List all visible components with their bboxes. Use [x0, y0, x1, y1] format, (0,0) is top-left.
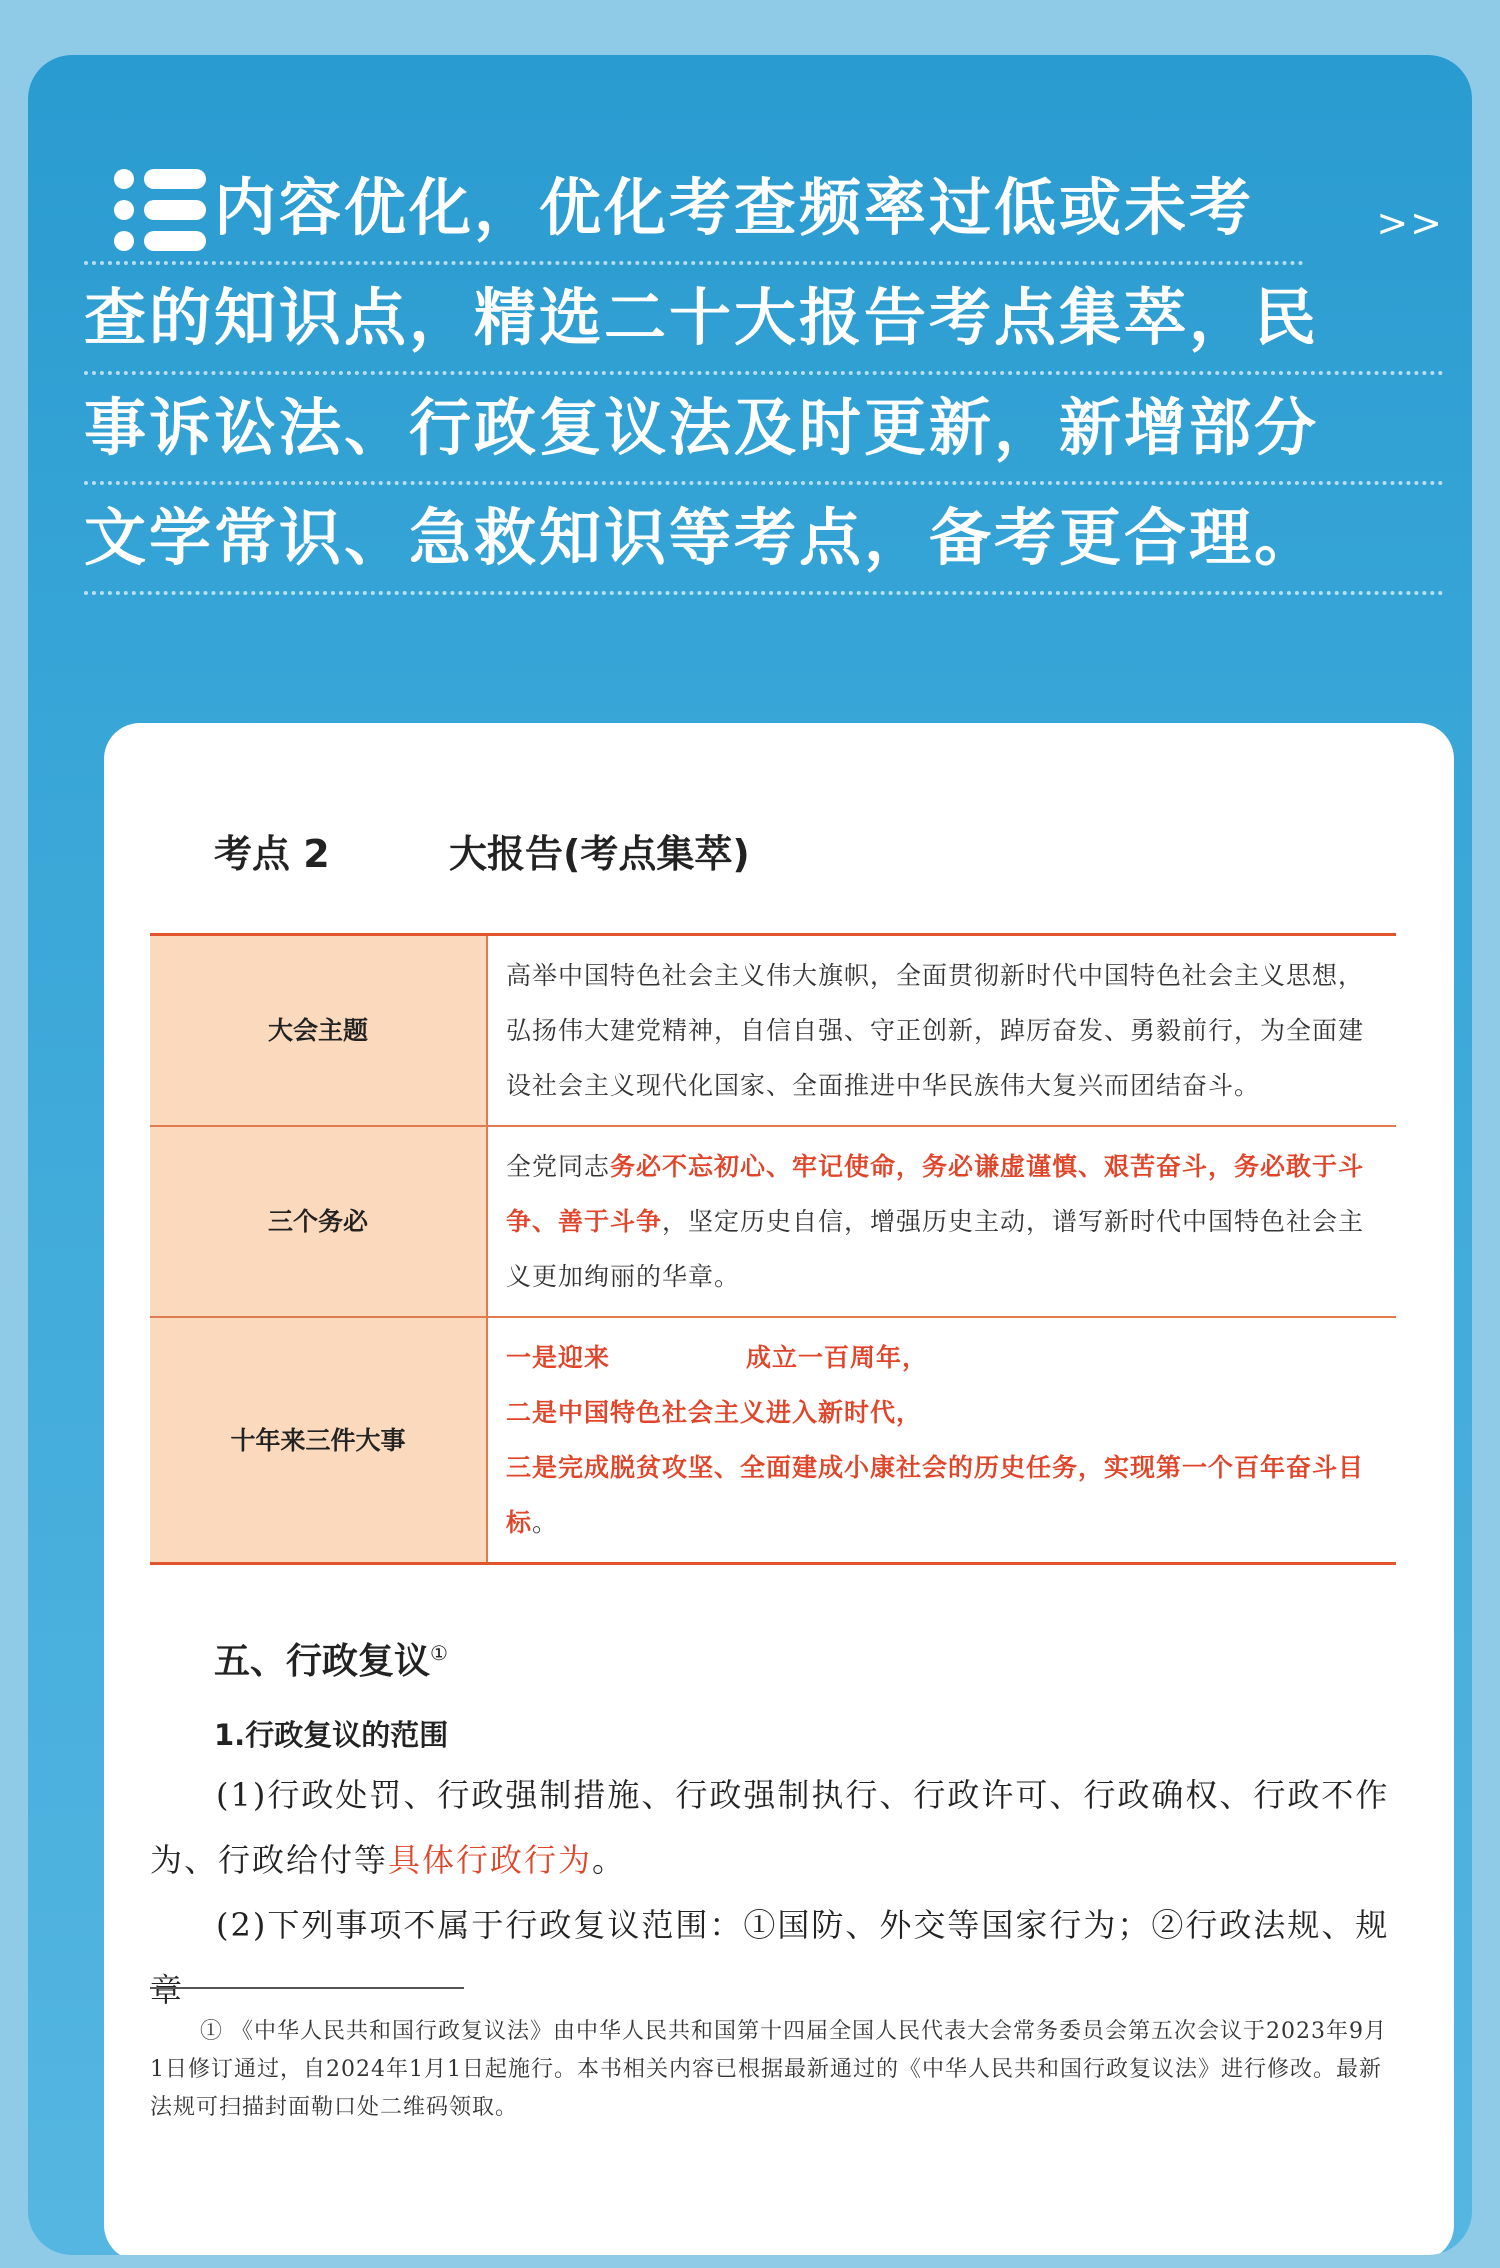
document-page [104, 723, 1454, 2255]
footnote-divider [150, 1987, 464, 1989]
section-title: 大报告(考点集萃) [449, 832, 750, 876]
outer-card [28, 55, 1472, 2255]
section-heading [214, 823, 750, 878]
law-paragraph-2: (2)下列事项不属于行政复议范围：①国防、外交等国家行为；②行政法规、规章 [150, 1906, 1390, 2009]
row-label: 十年来三件大事 [150, 1317, 487, 1564]
list-icon [112, 165, 208, 255]
para1-highlight: 具体行政行为 [388, 1841, 593, 1879]
chevron-right-icon: >> [1376, 201, 1444, 245]
law-subtitle: 1.行政复议的范围 [214, 1718, 449, 1752]
law-title [214, 1633, 448, 1684]
table-row [150, 1317, 1396, 1564]
row-label: 大会主题 [150, 935, 487, 1127]
law-paragraph-1 [150, 1763, 1400, 1893]
headline-line-3: 事诉讼法、行政复议法及时更新，新增部分 [84, 375, 1444, 485]
table-row [150, 1126, 1396, 1317]
law-title-text: 五、行政复议 [214, 1641, 431, 1682]
event-line-3 [506, 1440, 1382, 1550]
summary-table [150, 933, 1396, 1565]
event-line-2: 二是中国特色社会主义进入新时代， [506, 1398, 923, 1427]
para1-text: (1)行政处罚、行政强制措施、行政强制执行、行政许可、行政确权、行政不作为、行政给付等 [150, 1776, 1390, 1879]
event-line-1a: 一是迎来 [506, 1343, 611, 1372]
headline-line-2: 查的知识点，精选二十大报告考点集萃，民 [84, 265, 1444, 375]
headline-line-1 [84, 155, 1304, 265]
row-highlight: 务必不忘初心、牢记使命，务必谦虚谨慎、艰苦奋斗，务必敢于斗争、善于斗争 [506, 1152, 1365, 1236]
para1-end: 。 [592, 1841, 627, 1879]
footnote-mark: ① [430, 1641, 448, 1665]
headline-block [84, 155, 1444, 595]
row-content: 高举中国特色社会主义伟大旗帜，全面贯彻新时代中国特色社会主义思想，弘扬伟大建党精神，自信自强、守正创新，踔厉奋发、勇毅前行，为全面建设社会主义现代化国家、全面推进中华民族伟大复兴而团结奋斗。 [487, 935, 1396, 1127]
event-line-3-end: 。 [532, 1508, 559, 1537]
row-label: 三个务必 [150, 1126, 487, 1317]
event-line-3-text: 三是完成脱贫攻坚、全面建成小康社会的历史任务，实现第一个百年奋斗目标 [506, 1453, 1365, 1537]
row-content [487, 1126, 1396, 1317]
headline-text-1: 内容优化，优化考查频率过低或未考 [214, 171, 1255, 244]
table-row [150, 935, 1396, 1127]
event-line-1b: 成立一百周年， [746, 1343, 929, 1372]
footnote: ① 《中华人民共和国行政复议法》由中华人民共和国第十四届全国人民代表大会常务委员会第五次会议于2023年9月1日修订通过，自2024年1月1日起施行。本书相关内容已根据最新通过的《中华人民共和国行政复议法》进行修改。最新法规可扫描封面勒口处二维码领取。 [150, 2019, 1387, 2120]
section-number: 考点 2 [214, 832, 330, 876]
row-content [487, 1317, 1396, 1564]
headline-line-4: 文学常识、急救知识等考点，备考更合理。 [84, 485, 1444, 595]
row-suffix: ，坚定历史自信，增强历史主动，谱写新时代中国特色社会主义更加绚丽的华章。 [506, 1207, 1365, 1291]
row-prefix: 全党同志 [506, 1152, 611, 1181]
event-line-1 [506, 1330, 1382, 1385]
